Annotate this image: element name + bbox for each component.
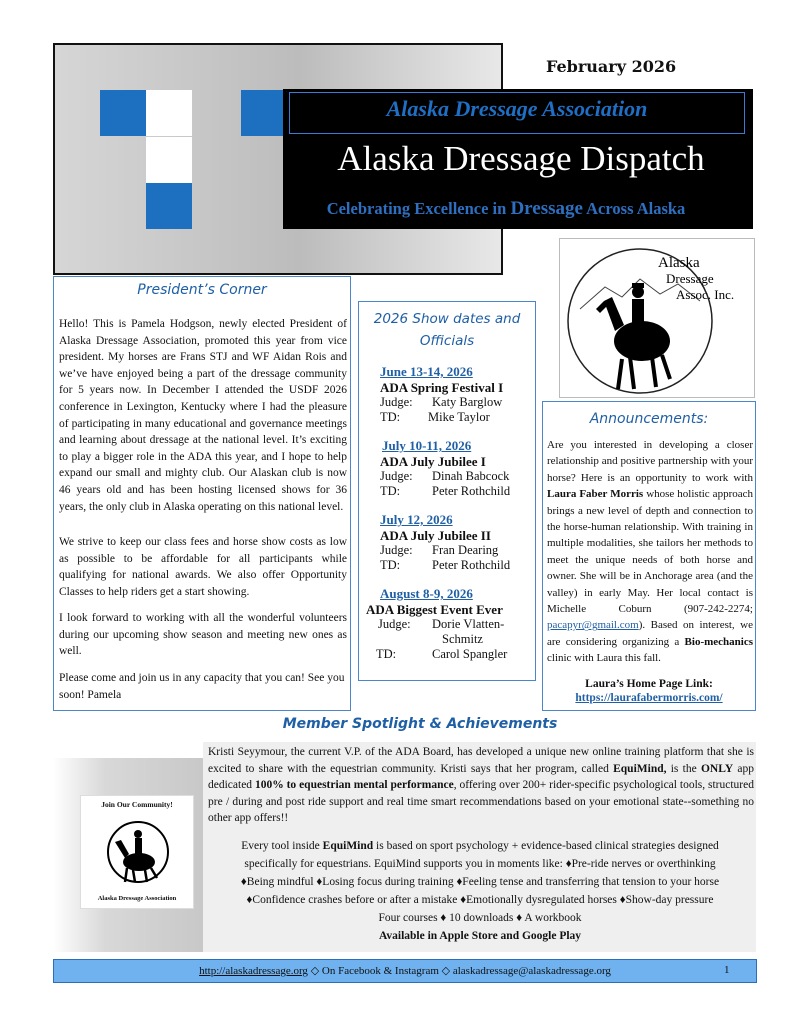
text-run: clinic with Laura this fall. bbox=[547, 652, 661, 665]
decor-square bbox=[146, 90, 192, 136]
issue-date: February 2026 bbox=[546, 57, 677, 76]
show-date: June 13-14, 2026 bbox=[380, 364, 473, 379]
show-event: ADA Spring Festival I bbox=[380, 380, 504, 395]
presidents-paragraph: Please come and join us in any capacity that you can! See you soon! Pamela bbox=[59, 672, 345, 701]
logo-text: Assoc. Inc. bbox=[676, 287, 735, 302]
horse-rider-icon bbox=[81, 796, 195, 910]
show-event: ADA July Jubilee I bbox=[380, 454, 486, 469]
td-name: Peter Rothchild bbox=[432, 558, 511, 572]
announcements-heading: Announcements: bbox=[589, 411, 709, 427]
judge-name: Fran Dearing bbox=[432, 543, 499, 557]
contact-email-link[interactable]: pacapyr@gmail.com bbox=[547, 619, 639, 632]
app-name: EquiMind, bbox=[613, 762, 667, 775]
td-name: Peter Rothchild bbox=[432, 484, 511, 498]
show-dates-heading bbox=[360, 308, 534, 352]
decor-square bbox=[100, 90, 146, 136]
tagline-emphasis: Dressage bbox=[510, 198, 583, 219]
show-event: ADA July Jubilee II bbox=[380, 528, 491, 543]
association-logo bbox=[559, 238, 755, 398]
judge-label: Judge: bbox=[380, 543, 413, 557]
tagline-part: Celebrating Excellence in bbox=[326, 199, 511, 218]
judge-label: Judge: bbox=[380, 469, 413, 483]
show-heading-line: 2026 Show dates and bbox=[373, 311, 521, 327]
newsletter-title: Alaska Dressage Dispatch bbox=[337, 139, 705, 178]
community-card-title: Join Our Community! bbox=[101, 800, 173, 809]
show-heading-line: Officials bbox=[419, 333, 475, 349]
presidents-paragraph: I look forward to working with all the wonderful volunteers during our upcoming show season and meeting new ones as well. bbox=[59, 612, 347, 658]
show-event: ADA Biggest Event Ever bbox=[366, 602, 503, 617]
website-link[interactable]: http://alaskadressage.org bbox=[199, 965, 308, 977]
spotlight-heading: Member Spotlight & Achievements bbox=[282, 716, 558, 732]
td-label: TD: bbox=[380, 410, 401, 424]
text-run: ). Based on interest, we are considering organizing a bbox=[547, 619, 753, 648]
emphasis: ONLY bbox=[700, 762, 734, 775]
tagline-part: Across Alaska bbox=[582, 199, 686, 218]
text-run: is the bbox=[666, 762, 701, 775]
app-name: EquiMind bbox=[322, 840, 374, 852]
show-date: August 8-9, 2026 bbox=[380, 586, 473, 601]
td-label: TD: bbox=[376, 647, 397, 661]
spotlight-line: ♦Confidence crashes before or after a mistake ♦Emotionally dysregulated horses ♦Show-day pressure bbox=[246, 894, 714, 906]
td-name: Carol Spangler bbox=[432, 647, 508, 661]
logo-text: Dressage bbox=[666, 271, 714, 286]
presidents-corner-heading: President’s Corner bbox=[137, 282, 267, 298]
footer-contact: ◇ On Facebook & Instagram ◇ alaskadressage@alaskadressage.org bbox=[307, 965, 611, 977]
text-run: app dedicated bbox=[208, 762, 754, 792]
text-run: is based on sport psychology + evidence-based clinical strategies designed bbox=[373, 840, 719, 852]
tagline bbox=[266, 198, 746, 220]
judge-label: Judge: bbox=[380, 395, 413, 409]
text-run: Every tool inside bbox=[241, 840, 323, 852]
text-run: , offering over 200+ rider-specific psychological tools, structured pre / during and post ride support and real time smart recommendations based on your emotional state--something no other app offers!! bbox=[208, 779, 754, 825]
judge-name: Schmitz bbox=[442, 632, 483, 646]
judge-name: Dorie Vlatten- bbox=[432, 617, 505, 631]
judge-label: Judge: bbox=[378, 617, 411, 631]
spotlight-line: specifically for equestrians. EquiMind supports you in moments like: ♦Pre-ride nerves or overthinking bbox=[244, 858, 716, 870]
text-run: Kristi Seyymour, the current V.P. of the ADA Board, has developed a unique new online training platform that she is excited to share with the equestrian community. Kristi says that her program, called bbox=[208, 746, 754, 775]
text-run: whose holistic approach brings a new level of depth and connection to the horse-human relationship. With training in multiple modalities, she tailors her methods to meet the unique needs of both horse and owner. She will be in Anchorage area (and the valley) in early May. Her local contact is Michelle Coburn (907-242-2274; bbox=[547, 488, 753, 616]
spotlight-availability: Available in Apple Store and Google Play bbox=[378, 930, 582, 942]
clinic-name: Bio-mechanics bbox=[684, 635, 753, 648]
text-run: Are you interested in developing a closer relationship and positive partnership with your horse? Here is an opportunity to work with bbox=[547, 439, 753, 484]
td-label: TD: bbox=[380, 484, 401, 498]
show-date: July 12, 2026 bbox=[380, 512, 453, 527]
spotlight-line bbox=[205, 840, 755, 852]
horse-rider-logo-icon bbox=[560, 239, 756, 399]
page-number: 1 bbox=[724, 964, 730, 976]
emphasis: 100% to equestrian mental performance bbox=[254, 779, 454, 792]
decor-square bbox=[241, 90, 287, 136]
judge-name: Katy Barglow bbox=[432, 395, 503, 409]
community-card bbox=[80, 795, 194, 909]
spotlight-line: ♦Being mindful ♦Losing focus during training ♦Feeling tense and transferring that tension to your horse bbox=[240, 876, 720, 888]
home-page-link[interactable]: https://laurafabermorris.com/ bbox=[575, 692, 723, 704]
logo-text: Alaska bbox=[658, 255, 700, 271]
spotlight-line: Four courses ♦ 10 downloads ♦ A workbook bbox=[378, 912, 582, 924]
td-name: Mike Taylor bbox=[428, 410, 490, 424]
judge-name: Dinah Babcock bbox=[432, 469, 510, 483]
td-label: TD: bbox=[380, 558, 401, 572]
spotlight-paragraph bbox=[208, 744, 754, 827]
association-name: Alaska Dressage Association bbox=[386, 96, 648, 121]
announcements-text bbox=[547, 437, 753, 667]
footer-text bbox=[53, 964, 757, 977]
community-card-footer: Alaska Dressage Association bbox=[97, 895, 177, 902]
home-page-label: Laura’s Home Page Link: bbox=[585, 678, 713, 690]
show-date: July 10-11, 2026 bbox=[382, 438, 472, 453]
presidents-paragraph: We strive to keep our class fees and horse show costs as low as possible to be affordable for all participants while qualifying for national awards. We also offer Opportunity Classes to help riders get a start showing. bbox=[59, 536, 347, 598]
decor-square bbox=[146, 183, 192, 229]
decor-square bbox=[146, 137, 192, 183]
presidents-paragraph: Hello! This is Pamela Hodgson, newly elected President of Alaska Dressage Association, promoted this year from vice president. My horses are Frans STJ and WF Aidan Rois and we’ve have enjoyed being a part of the dressage community for 5 years now. In December I attended the USDF 2026 conference in Lexington, Kentucky where I had the pleasure of participating in many educational and governance meetings and learning about dressage at the national level. It’s exciting to play a bigger role in the ADA this year, and I hope to help expand our small and mighty club. Our Alaskan club is now 46 years old and has been hosting licensed shows for 36 years, the only club in Alaska operating on this national level. bbox=[59, 318, 347, 513]
instructor-name: Laura Faber Morris bbox=[547, 488, 644, 501]
